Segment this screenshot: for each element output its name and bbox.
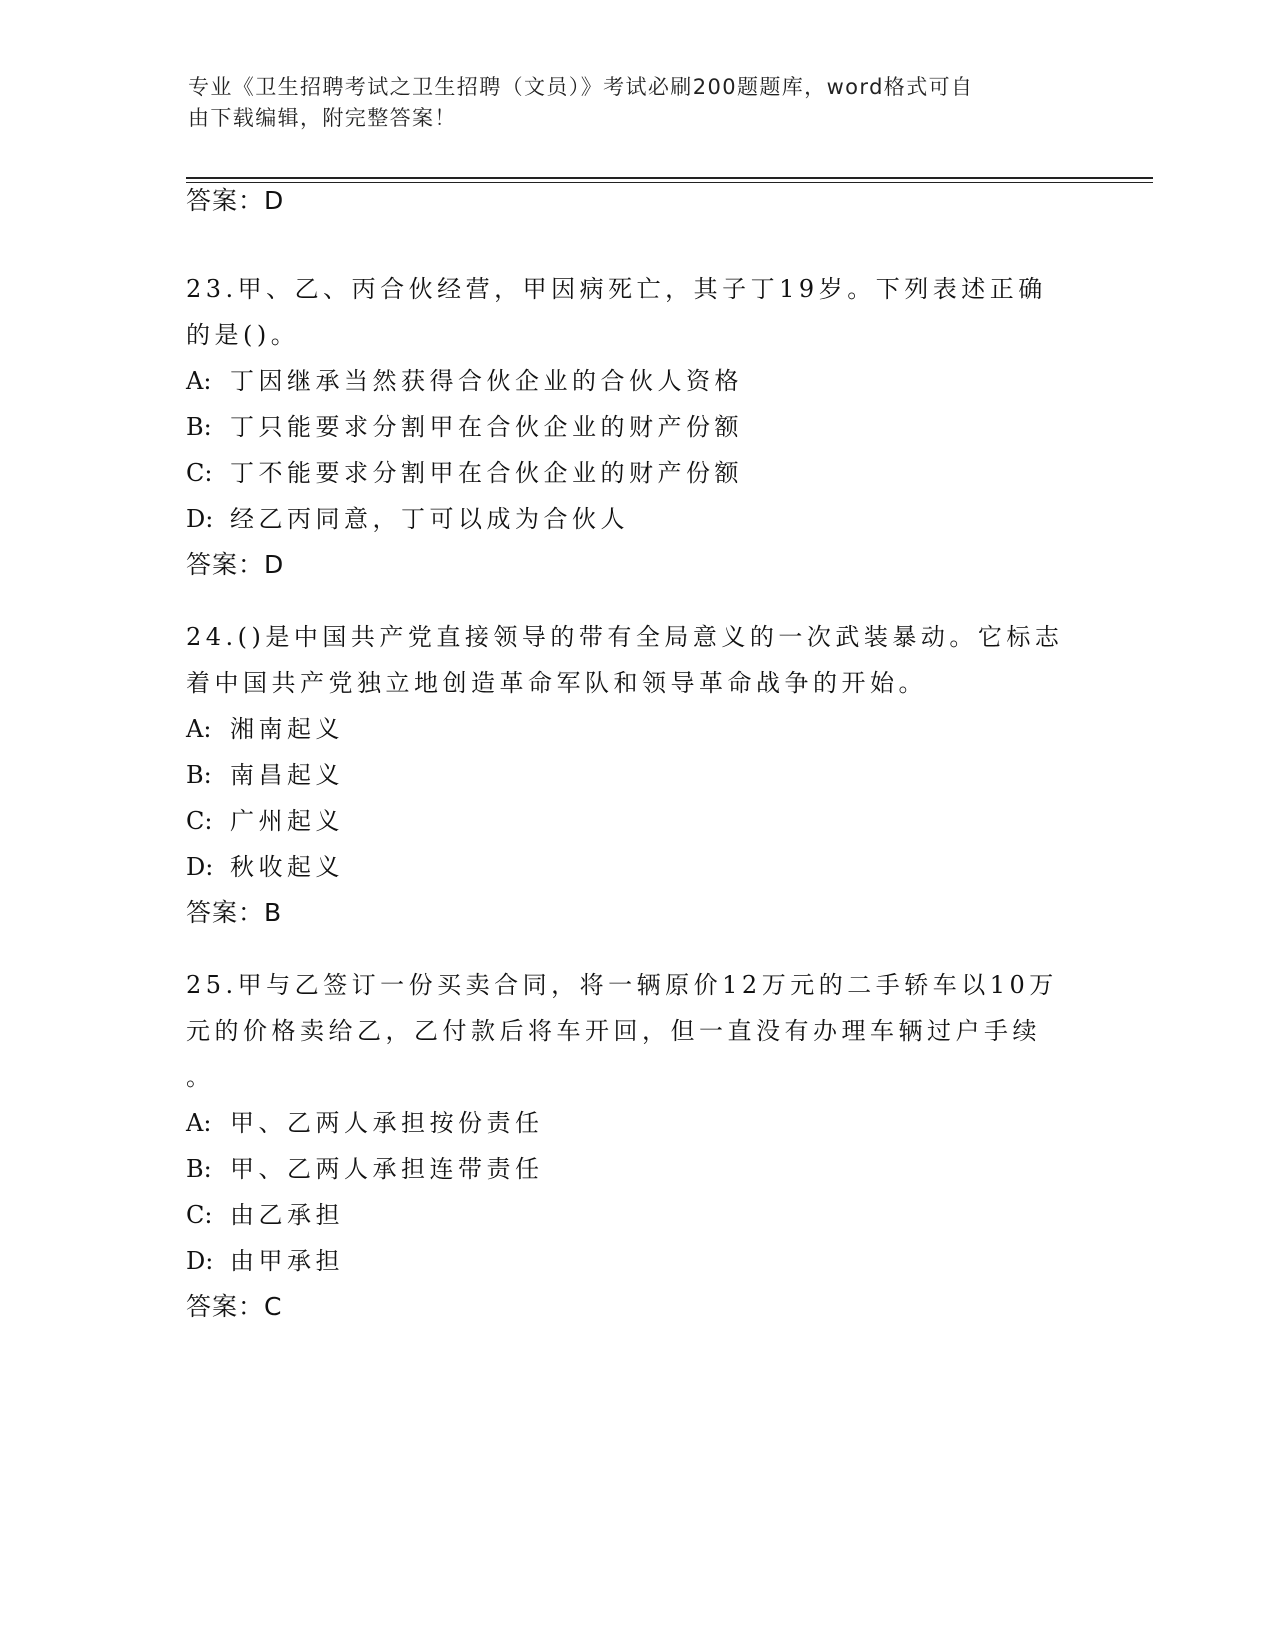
option-c: [186, 1192, 1086, 1238]
option-letter: C:: [186, 459, 213, 487]
option-d: [186, 496, 1086, 542]
option-letter: A:: [186, 367, 212, 395]
header-line-2: 由下载编辑，附完整答案！: [188, 106, 457, 130]
document-header: [188, 72, 1068, 134]
option-text: 湘南起义: [230, 715, 344, 743]
question-stem-line: 着中国共产党独立地创造革命军队和领导革命战争的开始。: [186, 669, 927, 697]
option-text: 由乙承担: [230, 1201, 344, 1229]
option-b: [186, 752, 1086, 798]
option-text: 甲、乙两人承担连带责任: [230, 1155, 544, 1183]
option-letter: B:: [186, 1155, 212, 1183]
option-d: [186, 844, 1086, 890]
answer-label: 答案：C: [186, 1292, 283, 1321]
option-letter: C:: [186, 1201, 213, 1229]
option-letter: A:: [186, 715, 212, 743]
answer-label: 答案：D: [186, 186, 285, 215]
option-letter: A:: [186, 1109, 212, 1137]
previous-answer-block: [186, 178, 1086, 224]
option-d: [186, 1238, 1086, 1284]
question-stem-line: 24.()是中国共产党直接领导的带有全局意义的一次武装暴动。它标志: [186, 623, 1064, 651]
question-stem-line: 25.甲与乙签订一份买卖合同，将一辆原价12万元的二手轿车以10万: [186, 971, 1058, 999]
option-c: [186, 798, 1086, 844]
question-23: [186, 266, 1086, 588]
question-25: [186, 962, 1086, 1330]
option-text: 广州起义: [230, 807, 344, 835]
option-b: [186, 404, 1086, 450]
option-letter: D:: [186, 853, 214, 881]
option-letter: B:: [186, 761, 212, 789]
question-stem-line: 的是()。: [186, 321, 300, 349]
answer-label: 答案：D: [186, 550, 285, 579]
option-text: 经乙丙同意，丁可以成为合伙人: [230, 505, 629, 533]
option-a: [186, 1100, 1086, 1146]
option-letter: D:: [186, 1247, 214, 1275]
option-text: 丁因继承当然获得合伙企业的合伙人资格: [230, 367, 743, 395]
option-letter: D:: [186, 505, 214, 533]
option-text: 甲、乙两人承担按份责任: [230, 1109, 544, 1137]
option-text: 丁只能要求分割甲在合伙企业的财产份额: [230, 413, 743, 441]
option-text: 秋收起义: [230, 853, 344, 881]
question-stem-line: 23.甲、乙、丙合伙经营，甲因病死亡，其子丁19岁。下列表述正确: [186, 275, 1047, 303]
question-24: [186, 614, 1086, 936]
option-a: [186, 706, 1086, 752]
option-b: [186, 1146, 1086, 1192]
option-text: 丁不能要求分割甲在合伙企业的财产份额: [230, 459, 743, 487]
header-line-1: 专业《卫生招聘考试之卫生招聘（文员）》考试必刷200题题库，word格式可自: [188, 75, 974, 99]
option-a: [186, 358, 1086, 404]
question-stem-line: 元的价格卖给乙，乙付款后将车开回，但一直没有办理车辆过户手续: [186, 1017, 1041, 1045]
option-text: 由甲承担: [230, 1247, 344, 1275]
option-text: 南昌起义: [230, 761, 344, 789]
question-stem-line: 。: [186, 1063, 215, 1091]
answer-label: 答案：B: [186, 898, 283, 927]
option-letter: C:: [186, 807, 213, 835]
option-letter: B:: [186, 413, 212, 441]
option-c: [186, 450, 1086, 496]
